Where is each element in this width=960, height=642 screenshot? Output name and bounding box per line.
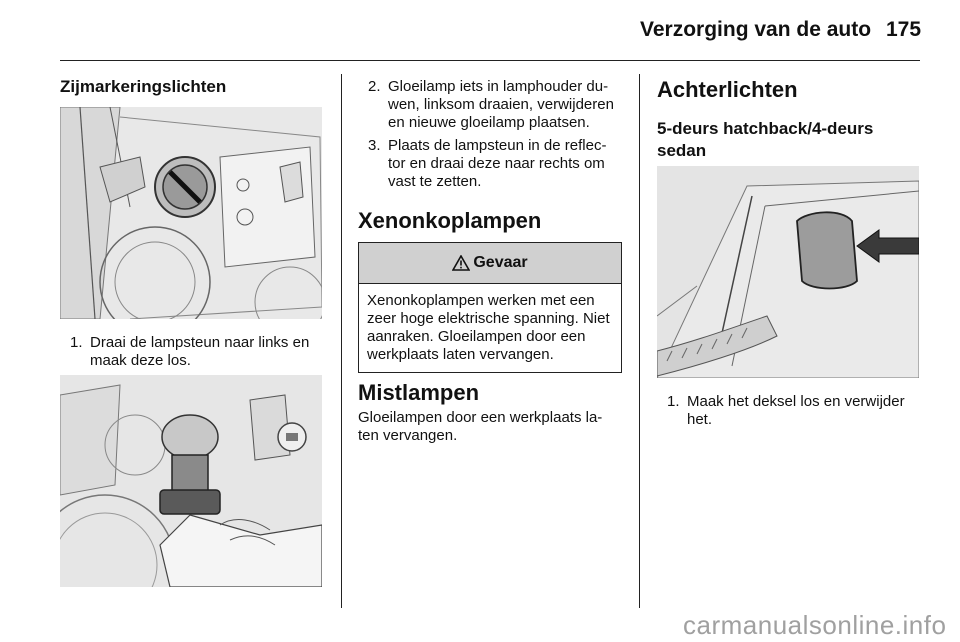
bulb-removal-illustration xyxy=(60,375,322,587)
step-number: 3. xyxy=(368,137,381,154)
side-marker-lamp-illustration xyxy=(60,107,322,319)
side-marker-lamp-drawing xyxy=(60,107,322,319)
section-heading-rear-lights: Achterlichten xyxy=(657,77,798,102)
rear-light-cover-illustration xyxy=(657,166,919,378)
warning-label: Gevaar xyxy=(473,254,528,271)
warning-header xyxy=(359,243,621,284)
header-divider xyxy=(60,60,920,61)
section-heading-fog-lamps: Mistlampen xyxy=(358,380,480,405)
page-number: 175 xyxy=(886,18,922,41)
page-header-title: Verzorging van de auto xyxy=(640,18,872,41)
section-heading-xenon: Xenonkoplampen xyxy=(358,208,542,233)
fog-lamps-text: Gloeilampen door een werkplaats la-ten vervangen. xyxy=(358,409,603,444)
subheading-hatchback-sedan: 5-deurs hatchback/4-deurs sedan xyxy=(657,119,874,160)
step-text: Gloeilamp iets in lamphouder du-wen, linksom draaien, verwijderen en nieuwe gloeilamp plaatsen. xyxy=(388,78,614,131)
section-heading-side-markers: Zijmarkeringslichten xyxy=(60,77,227,96)
step-text: Plaats de lampsteun in de reflec-tor en draai deze naar rechts om vast te zetten. xyxy=(388,137,607,190)
step-text: Draai de lampsteun naar links en maak deze los. xyxy=(90,334,310,369)
site-watermark: carmanualsonline.info xyxy=(683,610,947,640)
step-number: 1. xyxy=(70,334,83,351)
rear-light-cover-drawing xyxy=(657,166,919,378)
step-text: Maak het deksel los en verwijder het. xyxy=(687,393,905,428)
column-divider-left xyxy=(341,74,342,608)
warning-text: Xenonkoplampen werken met een zeer hoge elektrische spanning. Niet aanraken. Gloeilampen door een werkplaats laten vervangen. xyxy=(367,292,610,363)
warning-box xyxy=(358,242,622,373)
bulb-removal-drawing xyxy=(60,375,322,587)
column-divider-right xyxy=(639,74,640,608)
step-number: 2. xyxy=(368,78,381,95)
step-number: 1. xyxy=(667,393,680,410)
warning-triangle-icon xyxy=(452,255,470,271)
